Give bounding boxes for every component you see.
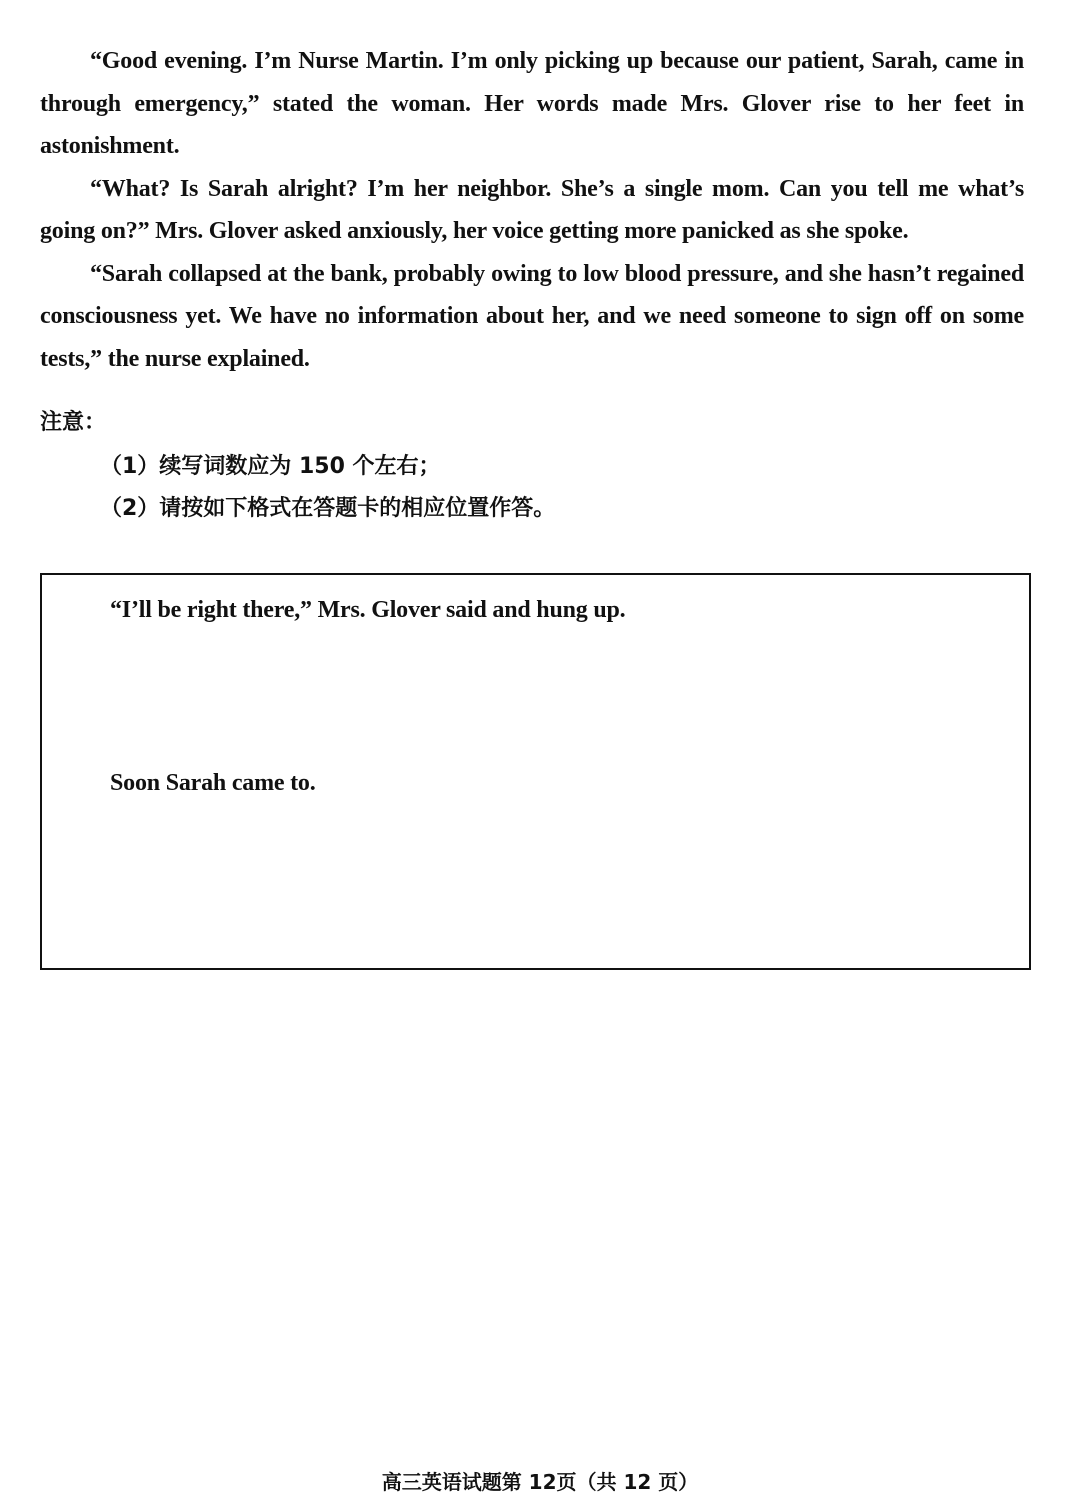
story-passage — [40, 40, 1024, 380]
note-item-word-count: （1）续写词数应为 150 个左右； — [100, 454, 441, 479]
passage-paragraph-3: “Sarah collapsed at the bank, probably owing to low blood pressure, and she hasn’t regained consciousness yet. We have no information about her, and we need someone to sign off on some tests,” the nurse explained. — [40, 260, 1024, 372]
note-item-format: （2）请按如下格式在答题卡的相应位置作答。 — [100, 496, 556, 521]
passage-paragraph-1: “Good evening. I’m Nurse Martin. I’m only picking up because our patient, Sarah, came in through emergency,” stated the woman. Her words made Mrs. Glover rise to her feet in astonishment. — [40, 48, 1024, 159]
page-footer: 高三英语试题第 12页（共 12 页） — [381, 1470, 699, 1494]
passage-paragraph-2: “What? Is Sarah alright? I’m her neighbor. She’s a single mom. Can you tell me what’s going on?” Mrs. Glover asked anxiously, her voice getting more panicked as she spoke. — [40, 175, 1024, 244]
notes-heading: 注意： — [40, 410, 107, 435]
answer-opening-line: “I’ll be right there,” Mrs. Glover said and hung up. — [110, 597, 626, 623]
answer-second-paragraph-start: Soon Sarah came to. — [110, 770, 316, 796]
notes-list — [100, 446, 555, 530]
answer-box — [40, 573, 1031, 970]
